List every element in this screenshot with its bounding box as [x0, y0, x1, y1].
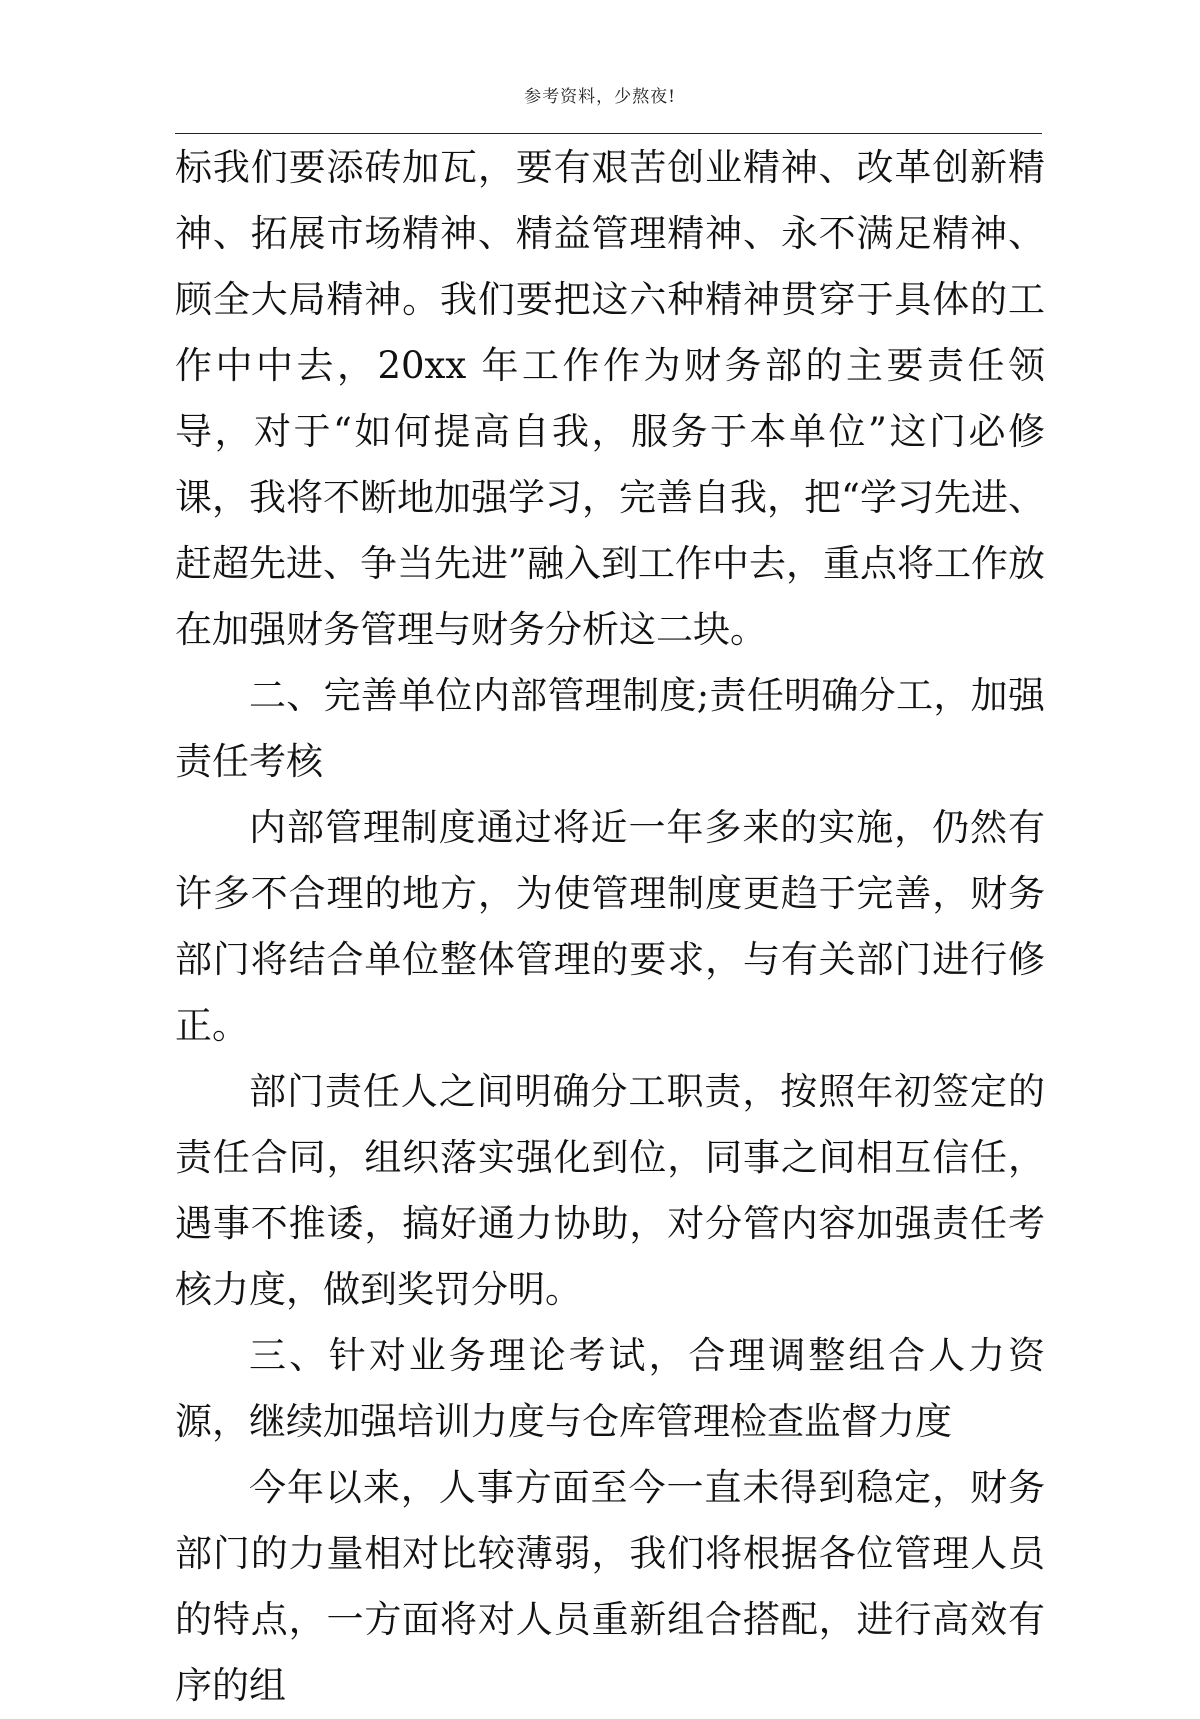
- section-heading-2: 二、完善单位内部管理制度;责任明确分工，加强责任考核: [175, 674, 1045, 783]
- paragraph: 部门责任人之间明确分工职责，按照年初签定的责任合同，组织落实强化到位，同事之间相互信任，遇事不推诿，搞好通力协助，对分管内容加强责任考核力度，做到奖罚分明。: [175, 1070, 1045, 1311]
- document-body: [175, 135, 1045, 1719]
- paragraph: 内部管理制度通过将近一年多来的实施，仍然有许多不合理的地方，为使管理制度更趋于完善，财务部门将结合单位整体管理的要求，与有关部门进行修正。: [175, 806, 1045, 1047]
- page-header: 参考资料，少熬夜!: [524, 87, 676, 107]
- paragraph-continuation: 标我们要添砖加瓦，要有艰苦创业精神、改革创新精神、拓展市场精神、精益管理精神、永不满足精神、顾全大局精神。我们要把这六种精神贯穿于具体的工作中中去，20xx 年工作作为财务部的主要责任领导，对于“如何提高自我，服务于本单位”这门必修课，我将不断地加强学习，完善自我，把“学习先进、赶超先进、争当先进”融入到工作中去，重点将工作放在加强财务管理与财务分析这二块。: [175, 146, 1045, 651]
- section-heading-3: 三、针对业务理论考试，合理调整组合人力资源，继续加强培训力度与仓库管理检查监督力度: [175, 1334, 1045, 1443]
- header-divider: [175, 133, 1042, 134]
- paragraph: 今年以来，人事方面至今一直未得到稳定，财务部门的力量相对比较薄弱，我们将根据各位管理人员的特点，一方面将对人员重新组合搭配，进行高效有序的组: [175, 1466, 1045, 1707]
